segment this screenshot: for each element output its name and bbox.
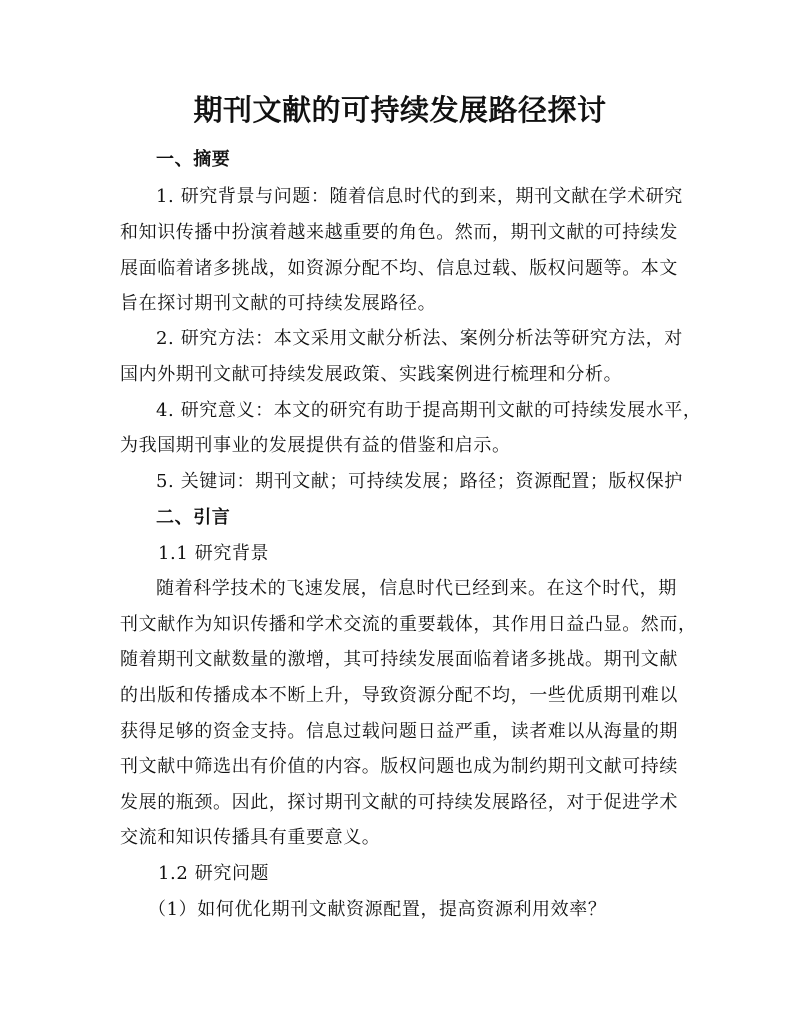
paragraph-line: 展面临着诸多挑战，如资源分配不均、信息过载、版权问题等。本文	[120, 258, 678, 279]
paragraph-line: 刊文献中筛选出有价值的内容。版权问题也成为制约期刊文献可持续	[120, 756, 678, 777]
subsection-heading: 1.2 研究问题	[158, 863, 270, 884]
paragraph-line: 的出版和传播成本不断上升，导致资源分配不均，一些优质期刊难以	[120, 685, 678, 706]
paragraph-line: 随着科学技术的飞速发展，信息时代已经到来。在这个时代，期	[156, 578, 677, 599]
section-heading-introduction: 二、引言	[156, 507, 231, 528]
section-heading-abstract: 一、摘要	[156, 149, 231, 170]
paragraph-line: 随着期刊文献数量的激增，其可持续发展面临着诸多挑战。期刊文献	[120, 649, 678, 670]
paragraph-line: 交流和知识传播具有重要意义。	[120, 827, 381, 848]
paragraph-line: 2. 研究方法：本文采用文献分析法、案例分析法等研究方法，对	[156, 328, 683, 349]
document-title: 期刊文献的可持续发展路径探讨	[193, 93, 607, 127]
paragraph-line: 为我国期刊事业的发展提供有益的借鉴和启示。	[120, 435, 511, 456]
paragraph-line: 1. 研究背景与问题：随着信息时代的到来，期刊文献在学术研究	[156, 186, 683, 207]
research-question: （1）如何优化期刊文献资源配置，提高资源利用效率？	[148, 899, 607, 920]
paragraph-line: 刊文献作为知识传播和学术交流的重要载体，其作用日益凸显。然而，	[120, 614, 697, 635]
paragraph-line: 国内外期刊文献可持续发展政策、实践案例进行梳理和分析。	[120, 364, 623, 385]
paragraph-line: 和知识传播中扮演着越来越重要的角色。然而，期刊文献的可持续发	[120, 222, 678, 243]
paragraph-line: 发展的瓶颈。因此，探讨期刊文献的可持续发展路径，对于促进学术	[120, 792, 678, 813]
paragraph-line: 4. 研究意义：本文的研究有助于提高期刊文献的可持续发展水平，	[156, 400, 702, 421]
paragraph-line: 旨在探讨期刊文献的可持续发展路径。	[120, 293, 437, 314]
paragraph-line: 获得足够的资金支持。信息过载问题日益严重，读者难以从海量的期	[120, 721, 678, 742]
keywords-line: 5. 关键词：期刊文献；可持续发展；路径；资源配置；版权保护	[156, 471, 683, 492]
subsection-heading: 1.1 研究背景	[158, 543, 270, 564]
